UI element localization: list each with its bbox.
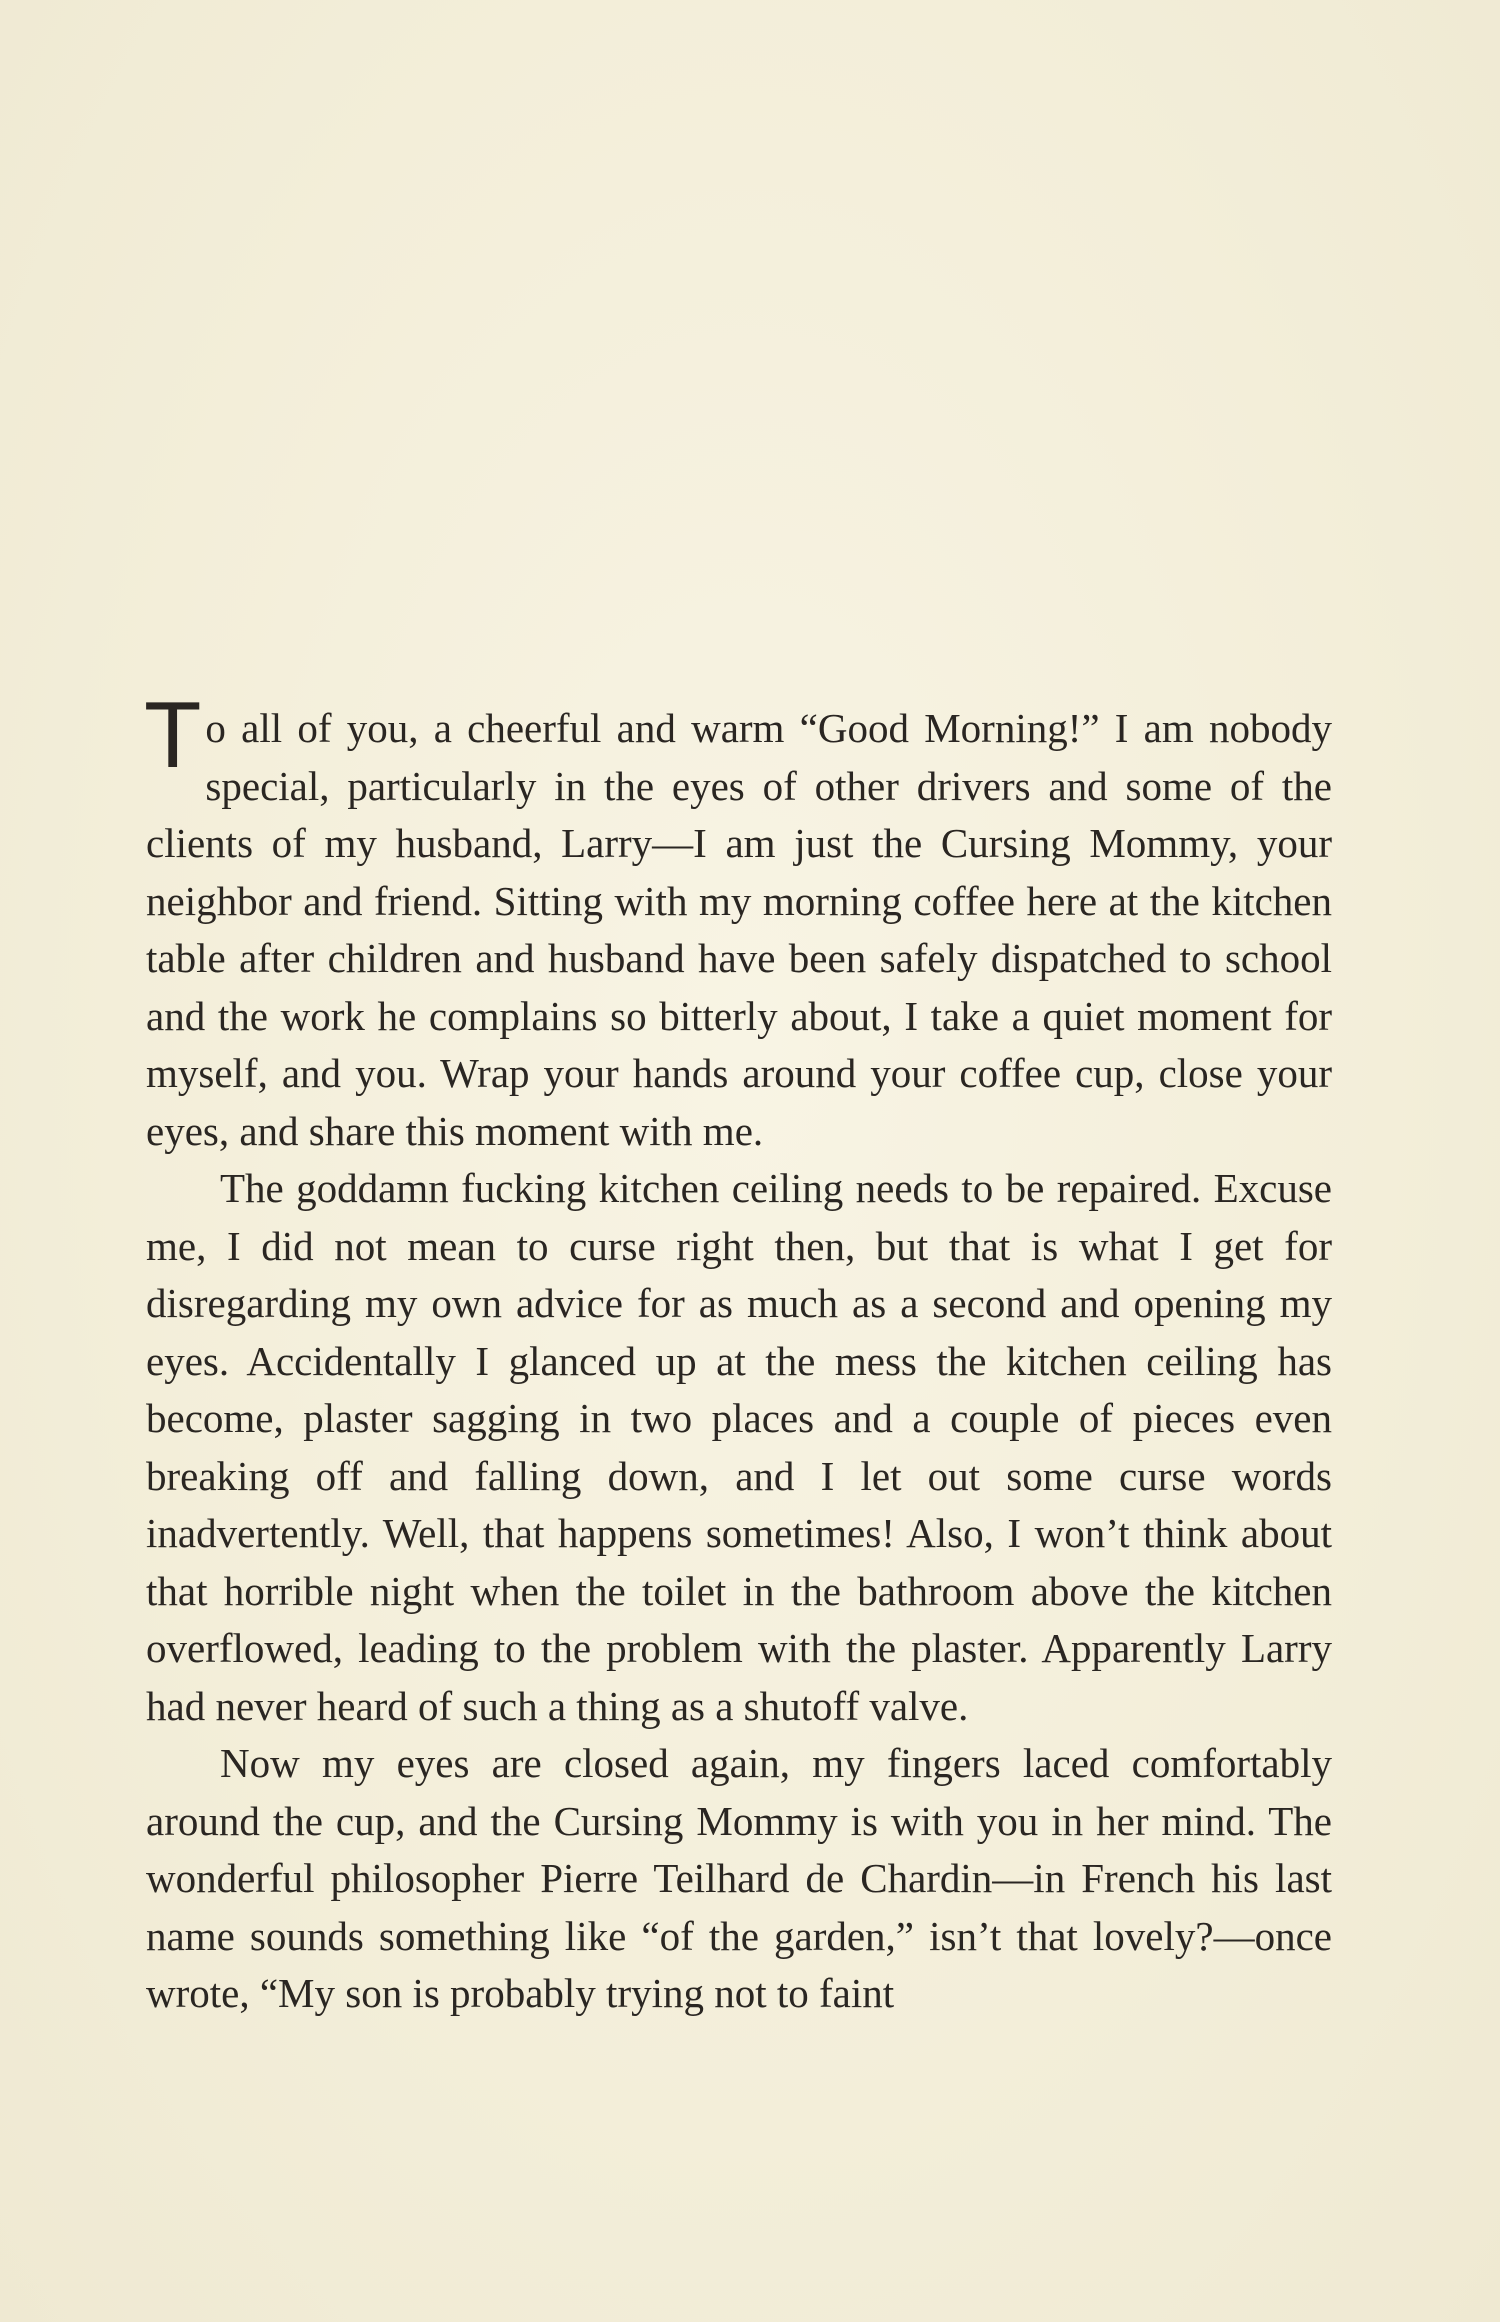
body-text xyxy=(144,682,1332,2023)
paragraph-3: Now my eyes are closed again, my fingers laced comfortably around the cup, and the Cursing Mommy is with you in her mind. The wonderful philosopher Pierre Teilhard de Chardin—in French his last name sounds something like “of the garden,” isn’t that lovely?—once wrote, “My son is probably trying not to faint xyxy=(146,1740,1332,2016)
paragraph-1-text: o all of you, a cheerful and warm “Good Morning!” I am nobody special, particularly in the eyes of other drivers and some of the clients of my husband, Larry—I am just the Cursing Mommy, your neighbor and friend. Sitting with my morning coffee here at the kitchen table after children and husband have been safely dispatched to school and the work he complains so bitterly about, I take a quiet moment for myself, and you. Wrap your hands around your coffee cup, close your eyes, and share this moment with me. xyxy=(146,705,1332,1154)
drop-cap: T xyxy=(144,682,202,787)
paragraph-2: The goddamn fucking kitchen ceiling needs to be repaired. Excuse me, I did not mean to curse right then, but that is what I get for disregarding my own advice for as much as a second and opening my eyes. Accidentally I glanced up at the mess the kitchen ceiling has become, plaster sagging in two places and a couple of pieces even breaking off and falling down, and I let out some curse words inadvertently. Well, that happens sometimes! Also, I won’t think about that horrible night when the toilet in the bathroom above the kitchen overflowed, leading to the problem with the plaster. Apparently Larry had never heard of such a thing as a shutoff valve. xyxy=(146,1165,1332,1729)
paragraph-1 xyxy=(144,682,1332,1160)
